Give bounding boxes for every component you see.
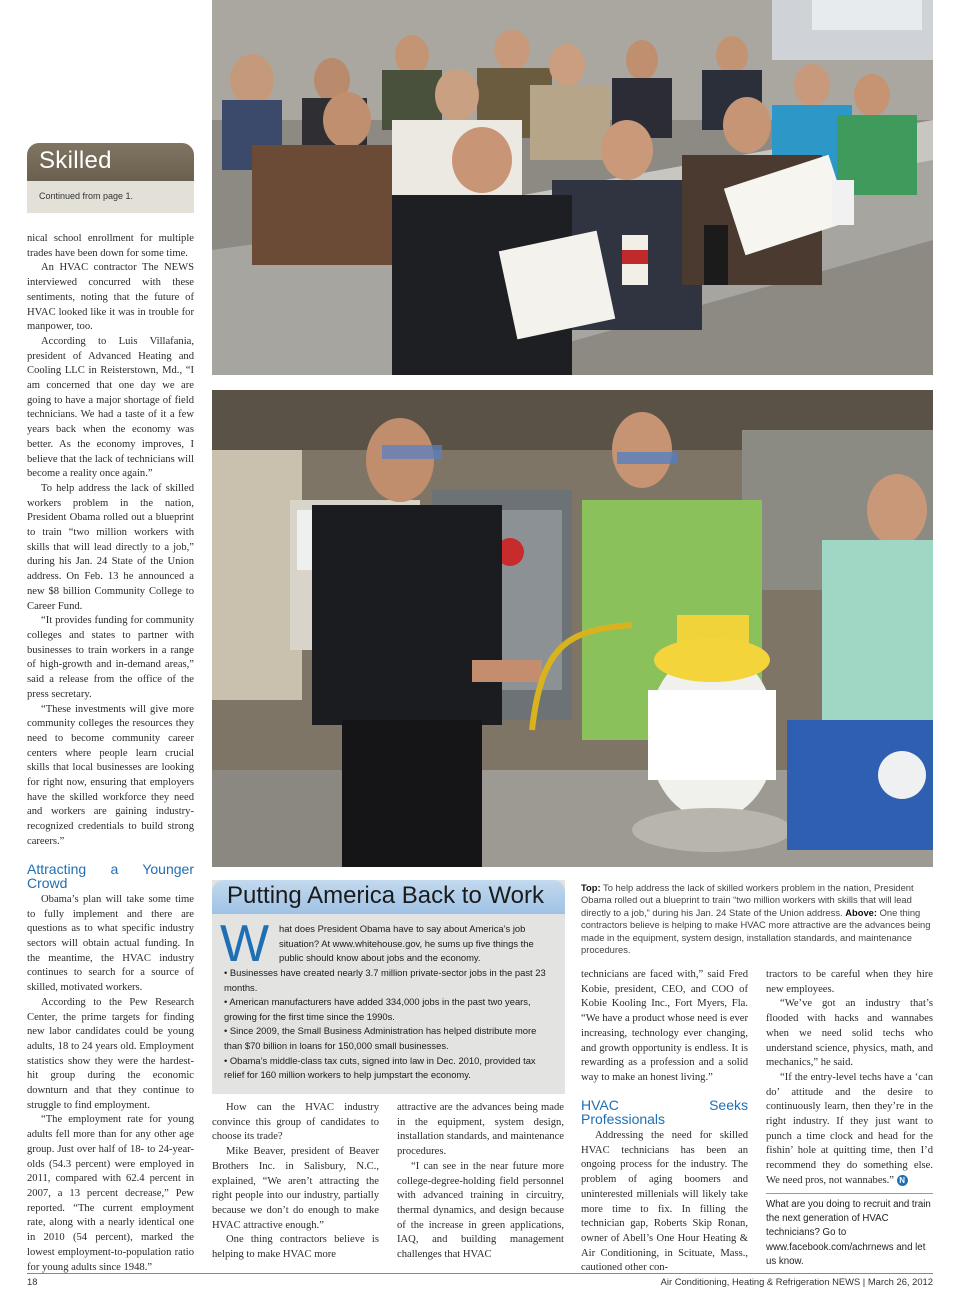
left-paragraph-1: nical school enrollment for multiple trades have been down for some time. — [27, 233, 194, 259]
left-paragraph-4: To help address the lack of skilled workers problem in the nation, President Obama rolled out a blueprint to train “two million workers with skills that will lead directly to a job,” during his Jan. 24 State of the Union address. On Feb. 13 he announced a new $8 billion Community College to Career Fund. — [27, 482, 194, 612]
left-paragraph-2: An HVAC contractor The NEWS interviewed concurred with these sentiments, noting that the future of HVAC looked like it was in trouble for manpower, too. — [27, 262, 194, 333]
column-e — [766, 968, 933, 1189]
training-lab-photo — [212, 390, 933, 867]
box-intro-text: hat does President Obama have to say about America’s job situation? At www.whitehouse.gov, he sums up five things the public should know about jobs and the economy. — [279, 923, 534, 964]
skilled-title: Skilled — [39, 147, 112, 174]
end-mark-icon: N — [897, 1175, 908, 1186]
photo-caption — [581, 882, 933, 956]
box-intro — [279, 922, 551, 966]
training-lab-photo-illustration — [212, 390, 933, 867]
publication-footer: Air Conditioning, Heating & Refrigeration NEWS | March 26, 2012 — [660, 1276, 933, 1287]
col-d-paragraph-2: Addressing the need for skilled HVAC technicians has been an ongoing process for the industry. The problem of aging boomers and uninterested millenials will likely take more time to fix. In filling the technician gap, Roberts Skip Ronan, owner of Abell’s One Hour Heating & Air Conditioning, in Scituate, Mass., cautioned other con- — [581, 1130, 748, 1274]
col-b-paragraph-3: One thing contractors believe is helping to make HVAC more — [212, 1234, 379, 1261]
box-bullet: • Obama’s middle-class tax cuts, signed into law in Dec. 2010, provided tax relief for 160 million workers to help jumpstart the economy. — [224, 1054, 536, 1081]
column-b — [212, 1101, 379, 1263]
box-title-bar — [212, 880, 565, 914]
left-paragraph-9: “The employment rate for young adults fell more than for any other age group. Just over half of 18- to 24-year-olds (54.3 percent) were employed in 2011, compared with 62.4 percent in 2007, a 13 percent decrease,” Pew reported. “The current employment rate, along with a nearly identical one in 2010 (54 percent), marked the lowest employment-to-population ratio for young adults since 1948.” — [27, 1114, 194, 1273]
box-bullets — [224, 966, 551, 1083]
left-paragraph-3: According to Luis Villafania, president of Advanced Heating and Cooling LLC in Reisterstown, Md., “I am concerned that one day we are going to have a major shortage of field technicians. We had a taste of it a few years back when the economy was better. As the economy improves, I believe that the lack of technicians will become a reality once again.” — [27, 335, 194, 480]
continued-text: Continued from page 1. — [39, 191, 134, 201]
left-paragraph-5: “It provides funding for community colleges and states to partner with businesses to train workers in a range of high-growth and in-demand areas,” said a release from the office of the press secretary. — [27, 615, 194, 700]
box-bullet: • Since 2009, the Small Business Administration has helped distribute more than $70 billion in loans for 150,000 small businesses. — [224, 1025, 537, 1051]
caption-top-label: Top: — [581, 882, 601, 893]
col-b-paragraph-1: How can the HVAC industry convince this group of candidates to choose its trade? — [212, 1102, 379, 1143]
facebook-callout — [766, 1198, 933, 1269]
caption-above-text: One thing contractors believe is helping to make HVAC more attractive are the advances being made in the equipment, system design, installation standards, and maintenance procedures. — [581, 906, 931, 956]
box-bullet: • Businesses have created nearly 3.7 million private-sector jobs in the past 23 months. — [224, 967, 546, 993]
col-e-paragraph-3 — [766, 1071, 933, 1189]
footer-rule — [27, 1273, 933, 1274]
col-c-paragraph-2: “I can see in the near future more college-degree-holding field personnel with advanced training in circuitry, thermal dynamics, and design because of the increase in green applications, IAQ, and building management challenges that HVAC — [397, 1160, 564, 1261]
continued-banner — [27, 181, 194, 213]
left-paragraph-8: According to the Pew Research Center, the prime targets for finding new labor candidates could be young adults, 18 to 24 years old. Employment statistics show they were the hardest-hit group during the economic downturn and that they continue to struggle to find employment. — [27, 996, 194, 1111]
caption-top-text: To help address the lack of skilled workers problem in the nation, President Obama rolled out a blueprint to train “two million workers with skills that will lead directly to a job,” during his Jan. 24 State of the Union address. — [581, 882, 914, 918]
left-column — [27, 232, 194, 1275]
box-bullet: • American manufacturers have added 334,000 jobs in the past two years, growing for the first time since the 1990s. — [224, 996, 531, 1022]
col-c-paragraph-1: attractive are the advances being made in the equipment, system design, installation standards, and maintenance procedures. — [397, 1102, 564, 1158]
putting-america-back-to-work-box — [212, 880, 565, 1094]
col-e-paragraph-3-text: “If the entry-level techs have a ‘can do’ attitude and the desire to continuously learn, then they’re in the right industry. If they just want to punch a time clock and head for the fishin’ hole at quitting time, then I’d recommend they do something else. We need pros, not wannabes.” — [766, 1071, 933, 1186]
skilled-header — [27, 143, 194, 181]
caption-above-label: Above: — [845, 906, 877, 918]
subhead-hvac-professionals: HVAC Seeks Professionals — [581, 1096, 748, 1128]
classroom-photo-illustration — [212, 0, 933, 375]
box-title: Putting America Back to Work — [227, 882, 545, 909]
col-b-paragraph-2: Mike Beaver, president of Beaver Brothers Inc. in Salisbury, N.C., explained, “We aren’t attracting the right people into our industry, partially because we don’t do enough to make HVAC attractive enough.” — [212, 1146, 379, 1231]
left-paragraph-6: “These investments will give more community colleges the resources they need to become community career centers where people learn crucial skills that local businesses are looking for right now, ensuring that employers have the skilled workforce they need and workers are gaining industry-recognized credentials to build strong careers.” — [27, 703, 194, 847]
page-number: 18 — [27, 1276, 38, 1287]
drop-cap: W — [220, 915, 270, 973]
classroom-photo — [212, 0, 933, 375]
left-paragraph-7: Obama’s plan will take some time to fully implement and there are questions as to what specific industry sectors will obtain actual funding. In the meantime, the HVAC industry continues to search for a source of skilled, motivated workers. — [27, 893, 194, 994]
subhead-younger-crowd: Attracting a Younger Crowd — [27, 860, 194, 892]
col-e-paragraph-1: tractors to be careful when they hire new employees. — [766, 969, 933, 995]
callout-rule — [766, 1193, 933, 1194]
column-d — [581, 968, 748, 1276]
column-c — [397, 1101, 564, 1263]
col-d-paragraph-1: technicians are faced with,” said Fred Kobie, president, CEO, and COO of Kobie Kooling Inc., Fort Myers, Fla. “We have a product whose need is ever increasing, technology ever changing, and growth opportunity is endless. It is rewarding as a profession and a solid way to make an honest living.” — [581, 969, 748, 1083]
facebook-callout-text: What are you doing to recruit and train the next generation of HVAC technicians? Go to www.facebook.com/achrnews and let us know. — [766, 1199, 931, 1267]
col-e-paragraph-2: “We’ve got an industry that’s flooded with hacks and wannabes when we need solid techs who understand science, physics, math, and mechanics,” he said. — [766, 998, 933, 1069]
